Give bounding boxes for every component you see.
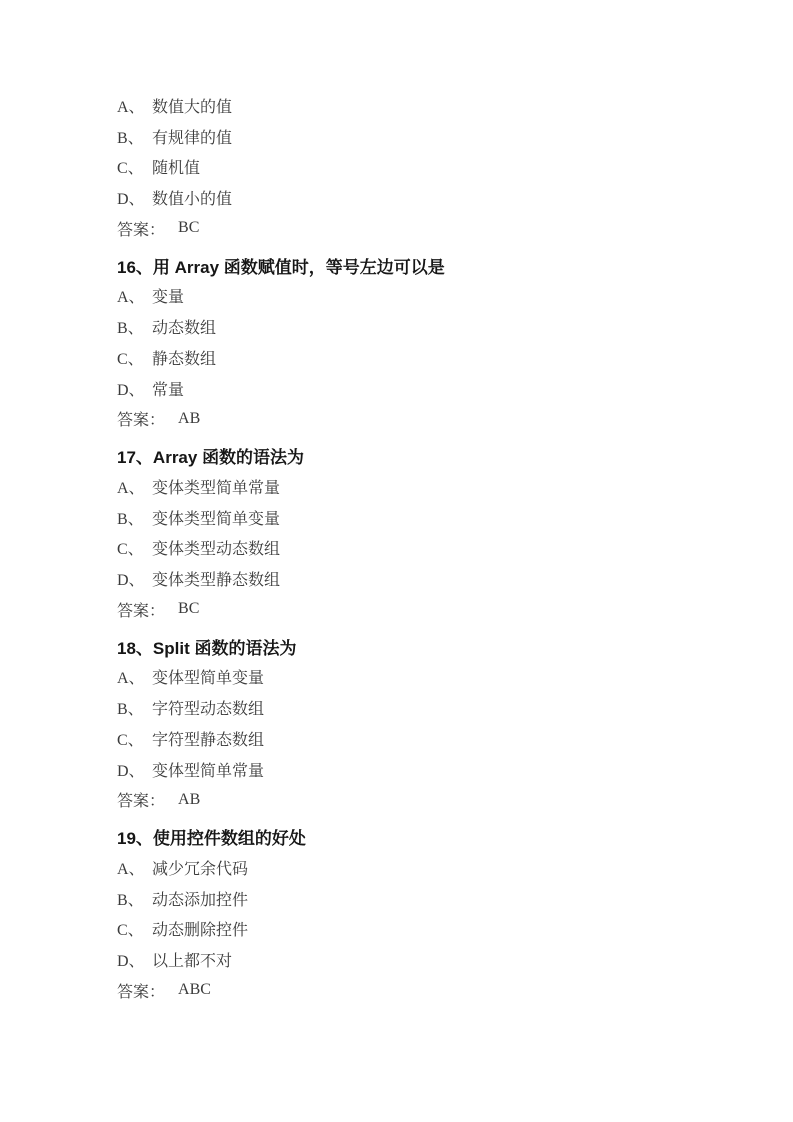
question-block-17 <box>117 440 753 625</box>
option-text: 动态删除控件 <box>152 922 249 940</box>
option-letter: C、 <box>117 350 144 368</box>
answer-row <box>117 975 753 1006</box>
option-row <box>117 90 753 121</box>
question-block-18 <box>117 631 753 816</box>
option-row <box>117 152 753 183</box>
option-letter: B、 <box>117 320 144 338</box>
option-text: 变量 <box>152 289 185 307</box>
question-block-intro <box>117 90 753 244</box>
option-row <box>117 852 753 883</box>
option-text: 变体类型动态数组 <box>152 541 281 559</box>
answer-label: 答案： <box>117 602 166 620</box>
option-text: 有规律的值 <box>152 129 233 147</box>
option-letter: A、 <box>117 860 145 878</box>
question-title <box>117 631 753 662</box>
option-text: 变体类型简单常量 <box>152 479 281 497</box>
option-row <box>117 754 753 785</box>
answer-row <box>117 213 753 244</box>
option-row <box>117 563 753 594</box>
option-text: 动态数组 <box>152 320 217 338</box>
option-row <box>117 944 753 975</box>
answer-label: 答案： <box>117 221 166 239</box>
option-row <box>117 182 753 213</box>
answer-value: BC <box>178 219 200 237</box>
option-text: 变体类型简单变量 <box>152 510 281 528</box>
option-letter: D、 <box>117 191 145 209</box>
option-letter: D、 <box>117 953 145 971</box>
option-row <box>117 342 753 373</box>
answer-value: ABC <box>178 981 211 999</box>
option-letter: C、 <box>117 160 144 178</box>
option-row <box>117 692 753 723</box>
question-number: 16、 <box>117 257 153 277</box>
question-title <box>117 440 753 471</box>
option-text: 以上都不对 <box>152 953 233 971</box>
option-row <box>117 121 753 152</box>
option-letter: D、 <box>117 762 145 780</box>
option-row <box>117 311 753 342</box>
option-row <box>117 281 753 312</box>
option-letter: D、 <box>117 381 145 399</box>
option-row <box>117 502 753 533</box>
option-text: 字符型动态数组 <box>152 701 265 719</box>
option-letter: C、 <box>117 922 144 940</box>
answer-label: 答案： <box>117 412 166 430</box>
option-row <box>117 914 753 945</box>
option-row <box>117 533 753 564</box>
option-text: 常量 <box>152 381 185 399</box>
option-text: 随机值 <box>152 160 201 178</box>
option-letter: B、 <box>117 510 144 528</box>
option-row <box>117 662 753 693</box>
option-letter: A、 <box>117 479 145 497</box>
answer-label: 答案： <box>117 793 166 811</box>
question-block-16 <box>117 250 753 435</box>
answer-row <box>117 594 753 625</box>
answer-label: 答案： <box>117 983 166 1001</box>
option-text: 数值小的值 <box>152 191 233 209</box>
question-block-19 <box>117 821 753 1006</box>
answer-row <box>117 404 753 435</box>
question-number: 19、 <box>117 829 153 849</box>
option-text: 数值大的值 <box>152 98 233 116</box>
option-text: 动态添加控件 <box>152 891 249 909</box>
option-text: 变体型简单变量 <box>152 670 265 688</box>
question-number: 17、 <box>117 448 153 468</box>
option-text: 静态数组 <box>152 350 217 368</box>
answer-value: AB <box>178 409 201 427</box>
option-letter: A、 <box>117 98 145 116</box>
option-letter: C、 <box>117 731 144 749</box>
answer-value: BC <box>178 600 200 618</box>
question-title-text: Split 函数的语法为 <box>152 638 297 658</box>
option-letter: A、 <box>117 670 145 688</box>
question-title <box>117 821 753 852</box>
option-letter: D、 <box>117 572 145 590</box>
option-row <box>117 883 753 914</box>
option-letter: C、 <box>117 541 144 559</box>
option-letter: B、 <box>117 701 144 719</box>
question-title-text: Array 函数的语法为 <box>152 448 305 468</box>
option-text: 变体类型静态数组 <box>152 572 281 590</box>
option-letter: A、 <box>117 289 145 307</box>
option-letter: B、 <box>117 129 144 147</box>
question-title-text: 用 Array 函数赋值时，等号左边可以是 <box>152 257 445 277</box>
option-row <box>117 471 753 502</box>
option-letter: B、 <box>117 891 144 909</box>
question-number: 18、 <box>117 638 153 658</box>
option-text: 减少冗余代码 <box>152 860 249 878</box>
question-title <box>117 250 753 281</box>
question-title-text: 使用控件数组的好处 <box>152 829 306 849</box>
option-text: 字符型静态数组 <box>152 731 265 749</box>
answer-value: AB <box>178 790 201 808</box>
option-row <box>117 723 753 754</box>
answer-row <box>117 785 753 816</box>
option-text: 变体型简单常量 <box>152 762 265 780</box>
option-row <box>117 373 753 404</box>
